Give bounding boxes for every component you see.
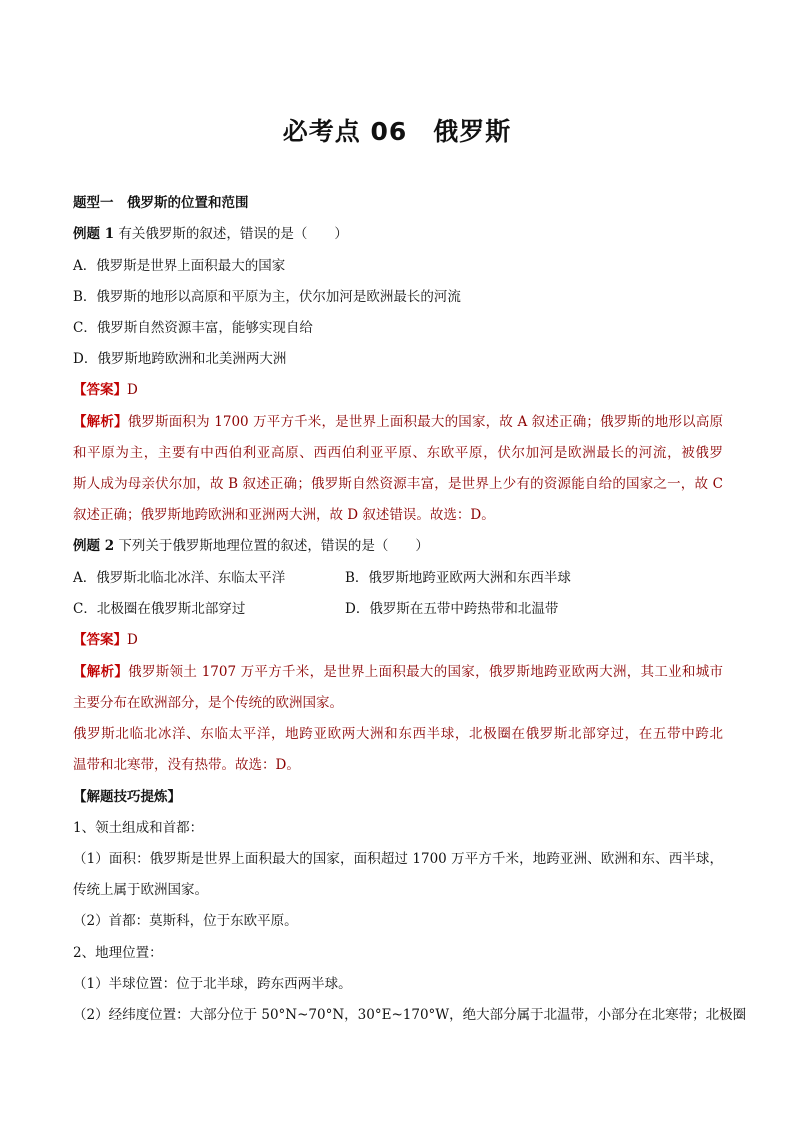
example1-option-c: C．俄罗斯自然资源丰富，能够实现自给	[73, 320, 313, 336]
tips-line-2: （1）面积：俄罗斯是世界上面积最大的国家，面积超过 1700 万平方千米，地跨亚洲、欧洲和东、西半球，	[73, 851, 723, 867]
analysis-tag: 【解析】	[73, 414, 128, 430]
example1-analysis-line-4: 叙述正确；俄罗斯地跨欧洲和亚洲两大洲，故 D 叙述错误。故选：D。	[73, 507, 495, 523]
tips-heading: 【解题技巧提炼】	[73, 789, 181, 805]
answer-tag: 【答案】	[73, 382, 127, 398]
example2-options-row-1	[73, 568, 723, 588]
example2-analysis-line-4: 温带和北寒带，没有热带。故选：D。	[73, 757, 300, 773]
example1-answer	[73, 380, 723, 400]
example1-option-d: D．俄罗斯地跨欧洲和北美洲两大洲	[73, 351, 287, 367]
example2-option-a: A．俄罗斯北临北冰洋、东临太平洋	[73, 570, 286, 586]
example1-analysis-line-3: 斯人成为母亲伏尔加，故 B 叙述正确；俄罗斯自然资源丰富，是世界上少有的资源能自给的国家之一，故 C	[73, 476, 723, 492]
answer-value: D	[127, 382, 138, 398]
tips-line-6: （1）半球位置：位于北半球，跨东西两半球。	[73, 976, 352, 992]
page-title: 必考点 06 俄罗斯	[282, 117, 512, 146]
analysis-tag: 【解析】	[73, 664, 129, 680]
example2-question-text: 下列关于俄罗斯地理位置的叙述，错误的是（ ）	[114, 538, 429, 554]
example2-option-c: C．北极圈在俄罗斯北部穿过	[73, 601, 246, 617]
analysis-text: 俄罗斯领土 1707 万平方千米，是世界上面积最大的国家，俄罗斯地跨亚欧两大洲，其工业和城市	[128, 664, 723, 680]
example2-question	[73, 536, 723, 556]
tips-line-5: 2、地理位置：	[73, 945, 163, 961]
example1-option-b: B．俄罗斯的地形以高原和平原为主，伏尔加河是欧洲最长的河流	[73, 289, 461, 305]
example2-answer	[73, 630, 723, 650]
example2-option-b: B．俄罗斯地跨亚欧两大洲和东西半球	[345, 570, 571, 586]
example2-options-row-2	[73, 599, 723, 619]
example1-question-text: 有关俄罗斯的叙述，错误的是（ ）	[114, 226, 348, 242]
section-heading: 题型一 俄罗斯的位置和范围	[73, 195, 249, 211]
example1-question	[73, 224, 723, 244]
example2-analysis-line-2: 主要分布在欧洲部分，是个传统的欧洲国家。	[73, 695, 343, 711]
tips-line-3: 传统上属于欧洲国家。	[73, 882, 208, 898]
analysis-text: 俄罗斯面积为 1700 万平方千米，是世界上面积最大的国家，故 A 叙述正确；俄罗斯的地形以高原	[127, 414, 723, 430]
example1-analysis-line-2: 和平原为主，主要有中西伯利亚高原、西西伯利亚平原、东欧平原，伏尔加河是欧洲最长的河流，被俄罗	[73, 445, 723, 461]
example1-analysis-line-1	[73, 412, 723, 432]
example2-analysis-line-1	[73, 662, 723, 682]
tips-line-1: 1、领土组成和首都：	[73, 820, 204, 836]
example2-label: 例题 2	[73, 538, 115, 554]
example1-label: 例题 1	[73, 226, 115, 242]
tips-line-4: （2）首都：莫斯科，位于东欧平原。	[73, 913, 298, 929]
tips-line-7: （2）经纬度位置：大部分位于 50°N~70°N，30°E~170°W，绝大部分属于北温带，小部分在北寒带；北极圈	[73, 1007, 747, 1023]
example2-option-d: D．俄罗斯在五带中跨热带和北温带	[345, 601, 559, 617]
answer-tag: 【答案】	[73, 632, 127, 648]
example2-analysis-line-3: 俄罗斯北临北冰洋、东临太平洋，地跨亚欧两大洲和东西半球，北极圈在俄罗斯北部穿过，在五带中跨北	[73, 726, 723, 742]
answer-value: D	[127, 632, 138, 648]
example1-option-a: A．俄罗斯是世界上面积最大的国家	[73, 258, 286, 274]
